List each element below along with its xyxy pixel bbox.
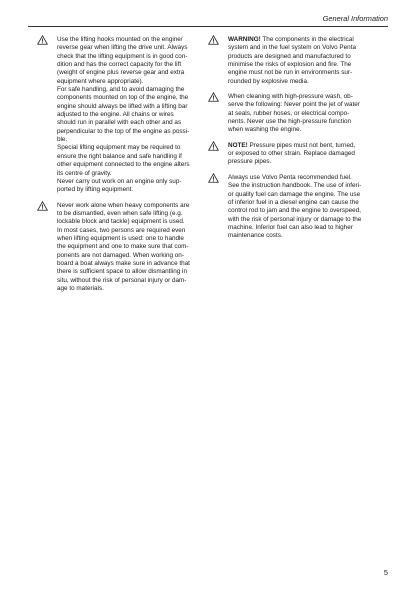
note-text: Never work alone when heavy components are xyxy=(57,201,190,209)
warning-triangle-icon xyxy=(37,201,48,211)
note-text: nents. Never use the high-pressure function xyxy=(228,118,352,126)
safety-note xyxy=(37,36,205,195)
note-line xyxy=(228,150,378,158)
note-line xyxy=(57,153,205,161)
note-text: perpendicular to the top of the engine as possi- xyxy=(57,127,190,135)
section-title: General Information xyxy=(322,14,388,23)
note-line xyxy=(228,36,378,44)
note-line xyxy=(57,161,205,169)
note-text: The components in the electrical xyxy=(260,36,354,43)
note-line xyxy=(57,210,205,218)
note-line xyxy=(228,232,378,240)
note-line xyxy=(57,178,205,186)
safety-note xyxy=(208,174,378,241)
note-line xyxy=(57,119,205,127)
note-line xyxy=(57,111,205,119)
note-text: Always use Volvo Penta recommended fuel. xyxy=(228,173,352,181)
note-text: engine should always be lifted with a lifting bar xyxy=(57,102,188,110)
note-text: Use the lifting hooks mounted on the engine/ xyxy=(57,36,183,43)
note-line xyxy=(228,53,378,61)
note-text: lockable block and tackle) equipment is used. xyxy=(57,218,185,226)
note-text: equipment where appropriate). xyxy=(57,77,144,85)
note-text: dition and has the correct capacity for the lift xyxy=(57,61,182,69)
note-text: with the risk of personal injury or damage to the xyxy=(228,215,362,223)
note-text: serve the following: Never point the jet of water xyxy=(228,101,360,109)
note-line xyxy=(57,94,205,102)
note-line xyxy=(57,170,205,178)
note-text: ponents are not damaged. When working on- xyxy=(57,251,184,259)
note-line xyxy=(57,218,205,226)
note-line xyxy=(57,128,205,136)
note-line xyxy=(57,260,205,268)
note-text: board a boat always make sure in advance that xyxy=(57,259,190,267)
note-line xyxy=(57,53,205,61)
note-text: its centre of gravity. xyxy=(57,169,112,177)
note-text: reverse gear when lifting the drive unit. Always xyxy=(57,44,188,52)
note-line xyxy=(228,69,378,77)
page-number: 5 xyxy=(383,568,388,577)
note-text: of inferior fuel in a diesel engine can cause the xyxy=(228,198,359,206)
note-line xyxy=(228,118,378,126)
safety-note xyxy=(37,202,205,294)
note-line xyxy=(57,78,205,86)
note-text: (weight of engine plus reverse gear and extra xyxy=(57,69,185,77)
note-text: When cleaning with high-pressure wash, ob- xyxy=(228,93,353,101)
note-line xyxy=(57,69,205,77)
note-text: ble. xyxy=(57,136,68,144)
note-line xyxy=(57,227,205,235)
note-line xyxy=(57,186,205,194)
note-lead-label: NOTE! xyxy=(228,141,248,149)
note-text: Special lifting equipment may be required to xyxy=(57,144,181,152)
note-text: when lifting equipment is used: one to handle xyxy=(57,234,184,242)
note-text: For safe handling, and to avoid damaging the xyxy=(57,86,185,94)
note-line xyxy=(228,199,378,207)
note-line xyxy=(57,285,205,293)
note-line xyxy=(57,144,205,152)
note-text: or quality fuel can damage the engine. The use xyxy=(228,190,361,198)
note-line xyxy=(57,202,205,210)
note-text: ported by lifting equipment. xyxy=(57,186,134,194)
warning-triangle-icon xyxy=(208,141,219,151)
note-text: In most cases, two persons are required even xyxy=(57,226,186,234)
note-line xyxy=(57,136,205,144)
note-text: minimise the risks of explosion and fire. The xyxy=(228,61,352,69)
note-line xyxy=(228,110,378,118)
note-line xyxy=(57,243,205,251)
note-lead-label: WARNING! xyxy=(228,36,261,43)
header-divider xyxy=(28,26,388,27)
note-text: Pressure pipes must not bent, turned, xyxy=(247,141,356,149)
note-text: when washing the engine. xyxy=(228,126,302,134)
note-line xyxy=(57,36,205,44)
note-text: other equipment connected to the engine alters xyxy=(57,161,190,169)
note-line xyxy=(57,277,205,285)
note-text: components mounted on top of the engine, the xyxy=(57,94,189,102)
note-line xyxy=(228,61,378,69)
note-line xyxy=(228,224,378,232)
note-text: age to materials. xyxy=(57,284,104,292)
note-line xyxy=(228,78,378,86)
note-text: rounded by explosive media. xyxy=(228,77,309,85)
note-line xyxy=(57,44,205,52)
note-text: situ, without the risk of personal injury or dam- xyxy=(57,276,187,284)
note-line xyxy=(57,252,205,260)
note-text: there is sufficient space to allow dismantling in xyxy=(57,268,187,276)
note-line xyxy=(228,126,378,134)
note-line xyxy=(57,235,205,243)
note-text: system and in the fuel system on Volvo Penta xyxy=(228,44,357,52)
note-line xyxy=(57,103,205,111)
note-text: machine. Inferior fuel can also lead to higher xyxy=(228,223,353,231)
note-line xyxy=(228,174,378,182)
warning-triangle-icon xyxy=(37,35,48,45)
note-line xyxy=(228,142,378,150)
note-line xyxy=(228,158,378,166)
note-text: to be dismantled, even when safe lifting (e.g. xyxy=(57,209,183,217)
note-line xyxy=(228,44,378,52)
warning-triangle-icon xyxy=(208,173,219,183)
warning-triangle-icon xyxy=(208,92,219,102)
note-line xyxy=(228,93,378,101)
note-text: pressure pipes. xyxy=(228,158,272,166)
note-text: or exposed to other strain. Replace damaged xyxy=(228,150,355,158)
note-line xyxy=(228,182,378,190)
note-line xyxy=(228,191,378,199)
safety-note xyxy=(208,142,378,167)
note-text: See the instruction handbook. The use of inferi- xyxy=(228,182,362,190)
note-line xyxy=(57,61,205,69)
note-text: adjusted to the engine. All chains or wires xyxy=(57,111,174,119)
note-text: products are designed and manufactured to xyxy=(228,52,351,60)
left-column xyxy=(37,36,205,300)
note-text: the equipment and one to make sure that com- xyxy=(57,243,189,251)
safety-note xyxy=(208,93,378,135)
note-line xyxy=(228,101,378,109)
note-line xyxy=(228,216,378,224)
note-text: check that the lifting equipment is in good con- xyxy=(57,52,188,60)
note-line xyxy=(57,268,205,276)
note-line xyxy=(57,86,205,94)
note-text: control rod to jam and the engine to overspeed, xyxy=(228,207,361,215)
safety-note xyxy=(208,36,378,86)
note-text: should run in parallel with each other and as xyxy=(57,119,182,127)
note-text: ensure the right balance and safe handling if xyxy=(57,152,182,160)
note-text: Never carry out work on an engine only sup- xyxy=(57,177,182,185)
note-line xyxy=(228,207,378,215)
note-text: maintenance costs. xyxy=(228,232,283,240)
note-text: engine must not be run in environments sur- xyxy=(228,69,353,77)
right-column xyxy=(208,36,378,248)
note-text: at seals, rubber hoses, or electrical compo- xyxy=(228,109,350,117)
warning-triangle-icon xyxy=(208,35,219,45)
